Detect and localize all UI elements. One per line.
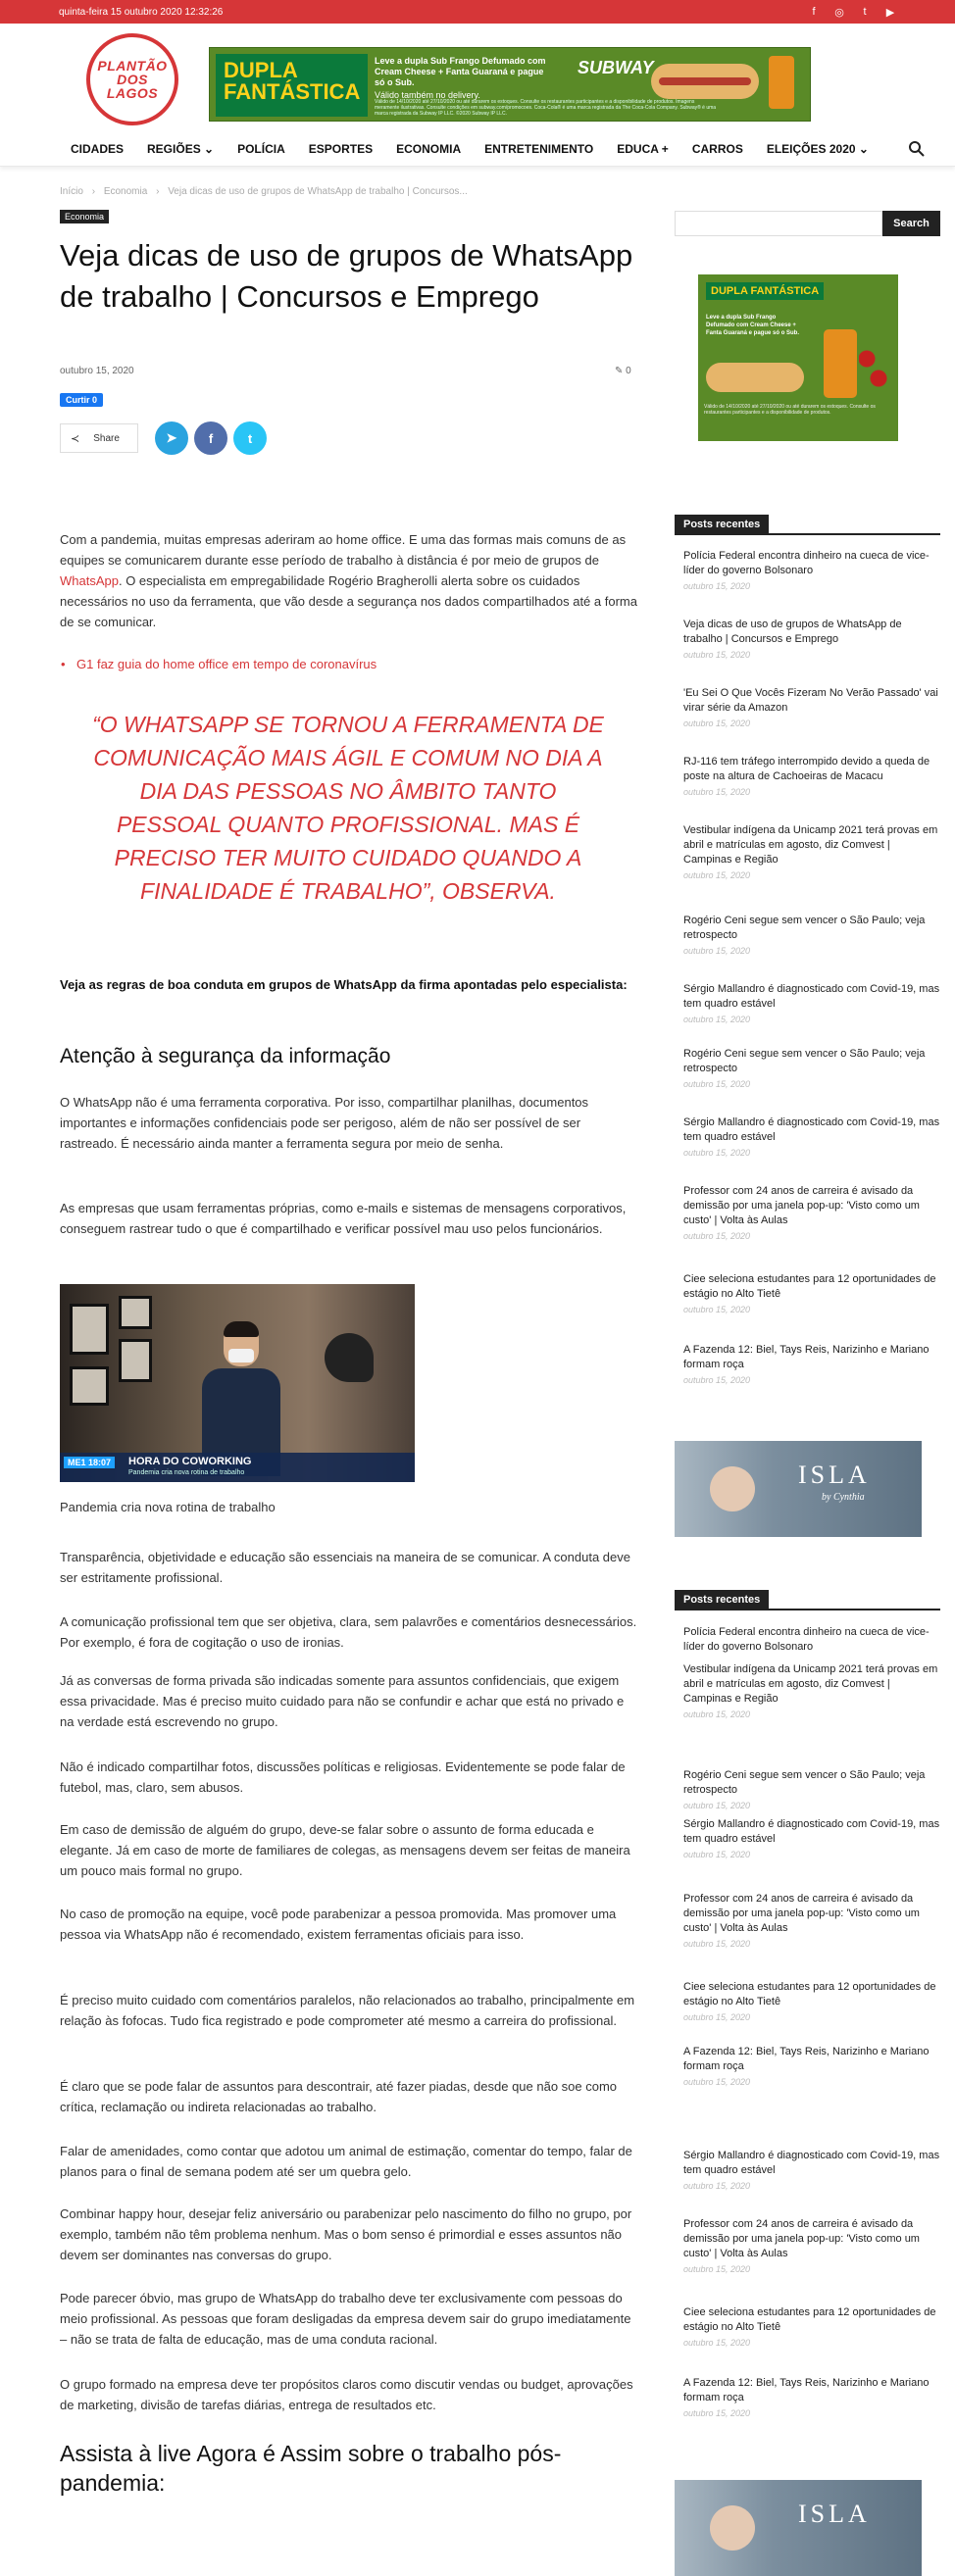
social-links: [808, 6, 896, 19]
recent-post-date: outubro 15, 2020: [683, 1305, 751, 1314]
share-button[interactable]: [60, 423, 138, 453]
recent-post-title[interactable]: A Fazenda 12: Biel, Tays Reis, Narizinho e Mariano formam roça: [683, 2046, 930, 2072]
paragraph: Já as conversas de forma privada são indicadas somente para assuntos confidenciais, que exigem essa privacidade. Mas é preciso muito cuidado para não se confundir e achar que está no privado e na verdade está escrevendo no grupo.: [60, 1673, 625, 1729]
pull-quote: “O WHATSAPP SE TORNOU A FERRAMENTA DE COMUNICAÇÃO MAIS ÁGIL E COMUM NO DIA A DIA DAS PESSOAS NO ÂMBITO TANTO PESSOAL QUANTO PROFISSIONAL. MAS É PRECISO TER MUITO CUIDADO QUANDO A FINALIDADE É TRABALHO”, OBSERVA.: [92, 712, 604, 904]
telegram-share-button[interactable]: [155, 421, 188, 455]
fruit-image: [859, 349, 888, 396]
soda-can-image: [769, 56, 794, 109]
nav-item-economia[interactable]: ECONOMIA: [396, 141, 462, 156]
recent-post-item[interactable]: [683, 2045, 940, 2087]
paragraph: Não é indicado compartilhar fotos, discussões políticas e religiosas. Evidentemente se pode falar de futebol, mas, claro, sem abusos.: [60, 1759, 626, 1795]
recent-post-date: outubro 15, 2020: [683, 1079, 751, 1089]
recent-post-item[interactable]: [683, 1115, 940, 1158]
wall-frame: [70, 1366, 109, 1406]
article-intro: [60, 529, 638, 632]
recent-post-date: outubro 15, 2020: [683, 718, 751, 728]
nav-item-carros[interactable]: CARROS: [691, 141, 743, 156]
recent-post-item[interactable]: [683, 823, 940, 880]
recent-post-date: outubro 15, 2020: [683, 2077, 751, 2087]
paragraph: Combinar happy hour, desejar feliz aniversário ou parabenizar pelo nascimento do filho no grupo, por exemplo, também não têm problema nenhum. Mas o bom senso é primordial e esses assuntos não devem ser dominantes nas conversas do grupo.: [60, 2206, 632, 2262]
recent-post-title[interactable]: A Fazenda 12: Biel, Tays Reis, Narizinho e Mariano formam roça: [683, 2377, 930, 2403]
nav-item-educa[interactable]: EDUCA +: [617, 141, 669, 156]
current-date: quinta-feira 15 outubro 2020 12:32:26: [59, 6, 224, 18]
recent-post-item[interactable]: [683, 2149, 940, 2191]
isla-tagline: by Cynthia: [822, 1492, 865, 1503]
twitter-share-button[interactable]: [233, 421, 267, 455]
recent-post-item[interactable]: [683, 1272, 940, 1314]
site-header: [0, 24, 955, 131]
isla-logo: ISLA: [798, 1461, 871, 1489]
recent-post-item[interactable]: [683, 1980, 940, 2022]
recent-post-title[interactable]: Ciee seleciona estudantes para 12 oportunidades de estágio no Alto Tietê: [683, 1273, 936, 1300]
recent-post-item[interactable]: [683, 1662, 940, 1719]
recent-post-date: outubro 15, 2020: [683, 2408, 751, 2418]
instagram-icon[interactable]: ◎: [834, 6, 844, 19]
rules-intro: Veja as regras de boa conduta em grupos de WhatsApp da firma apontadas pelo especialista:: [60, 977, 628, 992]
recent-posts-heading: [675, 1590, 769, 1610]
recent-post-item[interactable]: [683, 2217, 940, 2274]
recent-post-item[interactable]: [683, 618, 940, 660]
photo-caption: Pandemia cria nova rotina de trabalho: [60, 1500, 276, 1514]
intro-text-b: . O especialista em empregabilidade Rogério Bragherolli alerta sobre os cuidados necessários no uso da ferramenta, que vão desde a segurança nos dados compartilhados até a forma de se comunicar.: [60, 573, 637, 629]
sandwich-image: [651, 64, 759, 99]
recent-post-date: outubro 15, 2020: [683, 1709, 751, 1719]
recent-post-item[interactable]: [683, 755, 940, 797]
paragraph: É claro que se pode falar de assuntos para descontrair, até fazer piadas, desde que não soe como crítica, reclamação ou indireta relacionadas ao trabalho.: [60, 2079, 618, 2114]
facebook-icon: f: [208, 430, 214, 446]
wall-frame: [119, 1296, 152, 1329]
recent-post-title[interactable]: Rogério Ceni segue sem vencer o São Paulo; veja retrospecto: [683, 915, 926, 941]
recent-post-title[interactable]: Polícia Federal encontra dinheiro na cueca de vice-líder do governo Bolsonaro: [683, 550, 930, 576]
recent-post-title[interactable]: Rogério Ceni segue sem vencer o São Paulo; veja retrospecto: [683, 1769, 926, 1796]
recent-post-item[interactable]: [683, 1047, 940, 1089]
comment-icon: ✎: [615, 366, 627, 376]
face-mask: [228, 1349, 254, 1362]
breadcrumb-current: Veja dicas de uso de grupos de WhatsApp de trabalho | Concursos...: [168, 186, 468, 197]
lower-third-subtitle: Pandemia cria nova rotina de trabalho: [128, 1469, 245, 1476]
share-label: Share: [93, 432, 120, 444]
main-nav: [0, 131, 955, 167]
paragraph: O grupo formado na empresa deve ter propósitos claros como discutir vendas ou budget, aprovações de marketing, divisão de tarefas diárias, entrega de resultados etc.: [60, 2377, 633, 2412]
paragraph: Transparência, objetividade e educação são essenciais na maneira de se comunicar. A conduta deve ser estritamente profissional.: [60, 1550, 630, 1585]
intro-text-a: Com a pandemia, muitas empresas aderiram ao home office. E uma das formas mais comuns de as equipes se comunicarem durante esse período de trabalho à distância é por meio de grupos de: [60, 532, 627, 568]
recent-post-title[interactable]: Professor com 24 anos de carreira é avisado da demissão por uma janela pop-up: 'Visto como um custo' | Volta às Aulas: [683, 1893, 920, 1934]
banner-promo-text: Leve a dupla Sub Frango Defumado com Cream Cheese + Fanta Guaraná e pague só o Sub.: [375, 56, 546, 87]
banner-validity: Válido também no delivery.: [375, 90, 480, 100]
related-link[interactable]: • G1 faz guia do home office em tempo de coronavírus: [76, 657, 377, 671]
share-icon: ≺: [71, 432, 80, 445]
breadcrumb-separator: ›: [91, 186, 96, 197]
recent-post-date: outubro 15, 2020: [683, 2264, 751, 2274]
recent-post-item[interactable]: [683, 1817, 940, 1859]
wall-frame: [119, 1339, 152, 1382]
soda-can-image: [824, 329, 857, 398]
facebook-share-button[interactable]: [194, 421, 227, 455]
recent-post-date: outubro 15, 2020: [683, 1015, 751, 1024]
ad-image: [710, 2505, 755, 2551]
presenter-hair: [224, 1321, 259, 1337]
sidebar-ad-banner[interactable]: [698, 274, 898, 441]
recent-post-date: outubro 15, 2020: [683, 2338, 751, 2348]
nav-item-policia[interactable]: POLÍCIA: [237, 141, 285, 156]
recent-post-title[interactable]: Sérgio Mallandro é diagnosticado com Covid-19, mas tem quadro estável: [683, 1116, 940, 1143]
isla-logo: ISLA: [798, 2500, 871, 2528]
recent-post-date: outubro 15, 2020: [683, 946, 751, 956]
section-heading-security: Atenção à segurança da informação: [60, 1045, 391, 1067]
sandwich-image: [706, 363, 804, 392]
nav-item-entretenimento[interactable]: ENTRETENIMENTO: [484, 141, 594, 156]
nav-item-esportes[interactable]: ESPORTES: [308, 141, 374, 156]
recent-post-title[interactable]: Veja dicas de uso de grupos de WhatsApp de trabalho | Concursos e Emprego: [683, 619, 902, 645]
recent-post-item[interactable]: [683, 2376, 940, 2418]
recent-post-title[interactable]: RJ-116 tem tráfego interrompido devido a queda de poste na altura de Cachoeiras de Macacu: [683, 756, 930, 782]
lamp: [325, 1333, 374, 1382]
recent-post-title[interactable]: Sérgio Mallandro é diagnosticado com Covid-19, mas tem quadro estável: [683, 983, 940, 1010]
site-logo[interactable]: [86, 33, 178, 125]
logo-text-3: LAGOS: [106, 85, 159, 101]
breadcrumb: [60, 186, 474, 197]
recent-post-title[interactable]: Ciee seleciona estudantes para 12 oportunidades de estágio no Alto Tietê: [683, 2306, 936, 2333]
breadcrumb-home[interactable]: Início: [60, 186, 83, 197]
recent-post-item[interactable]: [683, 686, 940, 728]
paragraph: As empresas que usam ferramentas próprias, como e-mails e sistemas de mensagens corporativos, conseguem rastrear tudo o que é compartilhado e verificar possível mau uso pelos funcionários.: [60, 1201, 627, 1236]
recent-post-date: outubro 15, 2020: [683, 1148, 751, 1158]
article-title: Veja dicas de uso de grupos de WhatsApp de trabalho | Concursos e Emprego: [60, 238, 633, 314]
recent-post-item[interactable]: [683, 1184, 940, 1241]
comment-count[interactable]: [615, 366, 631, 376]
sidebar-ad-promo: Leve a dupla Sub Frango Defumado com Cream Cheese + Fanta Guaraná e pague só o Sub.: [706, 315, 800, 336]
isla-ad-banner[interactable]: [675, 2480, 922, 2576]
banner-fine-print: Válido de 14/10/2020 até 27/10/2020 ou até durarem os estoques. Consulte os restaurantes participantes e a disponibilidade de produtos. Imagens meramente ilustrativas. Consulte condições em subway.com/promocoes. Coca-Cola® é uma marca registrada da The Coca-Cola Company. Subway® é uma marca registrada da Subway IP LLC. ©2020 Subway IP LLC.: [375, 99, 717, 117]
youtube-icon[interactable]: ▶: [885, 6, 895, 19]
widget-title-rule: [675, 1609, 940, 1610]
recent-post-item[interactable]: [683, 1343, 940, 1385]
whatsapp-link[interactable]: WhatsApp: [60, 573, 119, 588]
section-heading-live: Assista à live Agora é Assim sobre o trabalho pós-pandemia:: [60, 2441, 562, 2496]
header-ad-banner[interactable]: [209, 47, 811, 122]
twitter-icon: t: [247, 430, 253, 446]
presenter: [202, 1323, 280, 1470]
widget-title-rule: [675, 533, 940, 535]
recent-post-item[interactable]: [683, 1768, 940, 1810]
video-thumbnail[interactable]: [60, 1284, 415, 1482]
recent-post-date: outubro 15, 2020: [683, 787, 751, 797]
recent-post-date: outubro 15, 2020: [683, 1939, 751, 1949]
recent-post-title[interactable]: Sérgio Mallandro é diagnosticado com Covid-19, mas tem quadro estável: [683, 1818, 940, 1845]
category-tag[interactable]: Economia: [60, 210, 109, 223]
lower-third-title: HORA DO COWORKING: [128, 1456, 252, 1467]
logo-text-2: DOS: [117, 72, 148, 87]
recent-post-title[interactable]: Rogério Ceni segue sem vencer o São Paulo; veja retrospecto: [683, 1048, 926, 1074]
sidebar-search-input[interactable]: [675, 211, 882, 236]
paragraph: É preciso muito cuidado com comentários paralelos, não relacionados ao trabalho, principalmente em relação às fofocas. Tudo fica registrado e pode comprometer até mesmo a carreira do profissional.: [60, 1993, 635, 2028]
logo-text-1: PLANTÃO: [97, 58, 168, 74]
recent-post-title[interactable]: Professor com 24 anos de carreira é avisado da demissão por uma janela pop-up: 'Visto como um custo' | Volta às Aulas: [683, 1185, 920, 1226]
recent-post-title[interactable]: Vestibular indígena da Unicamp 2021 terá provas em abril e matrículas em agosto, diz Comvest | Campinas e Região: [683, 1663, 938, 1705]
breadcrumb-category[interactable]: Economia: [103, 186, 148, 197]
recent-post-title[interactable]: 'Eu Sei O Que Vocês Fizeram No Verão Passado' vai virar série da Amazon: [683, 687, 938, 714]
recent-post-title[interactable]: A Fazenda 12: Biel, Tays Reis, Narizinho e Mariano formam roça: [683, 1344, 930, 1370]
recent-post-title[interactable]: Polícia Federal encontra dinheiro na cueca de vice-líder do governo Bolsonaro: [683, 1626, 930, 1653]
recent-post-item[interactable]: [683, 982, 940, 1024]
paragraph: Falar de amenidades, como contar que adotou um animal de estimação, comentar do tempo, falar de planos para o final de semana podem até ser um quebra gelo.: [60, 2144, 632, 2179]
banner-headline: DUPLA FANTÁSTICA: [216, 54, 368, 117]
twitter-icon[interactable]: t: [863, 5, 867, 18]
recent-post-item[interactable]: [683, 2305, 940, 2348]
subway-logo: SUBWAY: [578, 58, 654, 77]
article-date: outubro 15, 2020: [60, 366, 134, 376]
widget-title-label: Posts recentes: [675, 1590, 769, 1610]
recent-post-date: outubro 15, 2020: [683, 2181, 751, 2191]
recent-post-item[interactable]: [683, 1625, 940, 1655]
telegram-icon: ➤: [166, 430, 177, 445]
channel-tag: ME1 18:07: [64, 1457, 115, 1468]
recent-post-date: outubro 15, 2020: [683, 650, 751, 660]
recent-post-date: outubro 15, 2020: [683, 581, 751, 591]
search-icon[interactable]: [908, 140, 926, 158]
banner-promo: [375, 56, 551, 101]
recent-post-title[interactable]: Ciee seleciona estudantes para 12 oportunidades de estágio no Alto Tietê: [683, 1981, 936, 2007]
nav-item-regioes[interactable]: REGIÕES ⌄: [147, 141, 215, 156]
wall-frame: [70, 1304, 109, 1355]
comment-count-value: 0: [626, 366, 631, 376]
recent-posts-heading: [675, 515, 769, 534]
recent-post-title[interactable]: Professor com 24 anos de carreira é avisado da demissão por uma janela pop-up: 'Visto como um custo' | Volta às Aulas: [683, 2218, 920, 2259]
recent-post-title[interactable]: Vestibular indígena da Unicamp 2021 terá provas em abril e matrículas em agosto, diz Comvest | Campinas e Região: [683, 824, 938, 866]
recent-post-item[interactable]: [683, 1892, 940, 1949]
recent-post-item[interactable]: [683, 914, 940, 956]
ad-image: [710, 1466, 755, 1511]
paragraph: Em caso de demissão de alguém do grupo, deve-se falar sobre o assunto de forma educada e elegante. Já em caso de morte de familiares de colegas, as mensagens devem ser feitas de maneira um pouco mais formal no grupo.: [60, 1822, 630, 1878]
paragraph: A comunicação profissional tem que ser objetiva, clara, sem palavrões e comentários desnecessários. Por exemplo, é fora de cogitação o uso de ironias.: [60, 1614, 637, 1650]
paragraph: O WhatsApp não é uma ferramenta corporativa. Por isso, compartilhar planilhas, documentos importantes e informações confidenciais pode ser perigoso, além de não ser possível de ser rastreado. É necessário ainda manter a ferramenta segura por meio de senha.: [60, 1095, 589, 1151]
facebook-icon[interactable]: f: [812, 5, 816, 18]
sidebar-search-button[interactable]: Search: [882, 211, 940, 236]
recent-post-date: outubro 15, 2020: [683, 870, 751, 880]
paragraph: Pode parecer óbvio, mas grupo de WhatsApp do trabalho deve ter exclusivamente com pessoas do meio profissional. As pessoas que foram desligadas da empresa devem sair do grupo imediatamente – não se trata de falta de educação, mas de uma conduta racional.: [60, 2291, 631, 2347]
isla-ad-banner[interactable]: [675, 1441, 922, 1537]
recent-post-title[interactable]: Sérgio Mallandro é diagnosticado com Covid-19, mas tem quadro estável: [683, 2150, 940, 2176]
facebook-like-button[interactable]: Curtir 0: [60, 393, 103, 407]
recent-post-date: outubro 15, 2020: [683, 1850, 751, 1859]
recent-post-date: outubro 15, 2020: [683, 2012, 751, 2022]
recent-post-date: outubro 15, 2020: [683, 1375, 751, 1385]
widget-title-label: Posts recentes: [675, 515, 769, 534]
recent-post-date: outubro 15, 2020: [683, 1231, 751, 1241]
recent-post-item[interactable]: [683, 549, 940, 591]
lower-third: [60, 1453, 415, 1482]
sidebar-ad-headline: DUPLA FANTÁSTICA: [706, 282, 824, 300]
recent-post-date: outubro 15, 2020: [683, 1801, 751, 1810]
breadcrumb-separator: ›: [156, 186, 160, 197]
paragraph: No caso de promoção na equipe, você pode parabenizar a pessoa promovida. Mas promover uma pessoa via WhatsApp não é recomendado, existem ferramentas oficiais para isso.: [60, 1907, 617, 1942]
sidebar-ad-fine-print: Válido de 14/10/2020 até 27/10/2020 ou até durarem os estoques. Consulte os restaurantes participantes e a disponibilidade de produtos.: [704, 404, 876, 416]
nav-item-cidades[interactable]: CIDADES: [71, 141, 125, 156]
nav-item-eleicoes[interactable]: ELEIÇÕES 2020 ⌄: [766, 141, 869, 156]
top-bar: [0, 0, 955, 24]
